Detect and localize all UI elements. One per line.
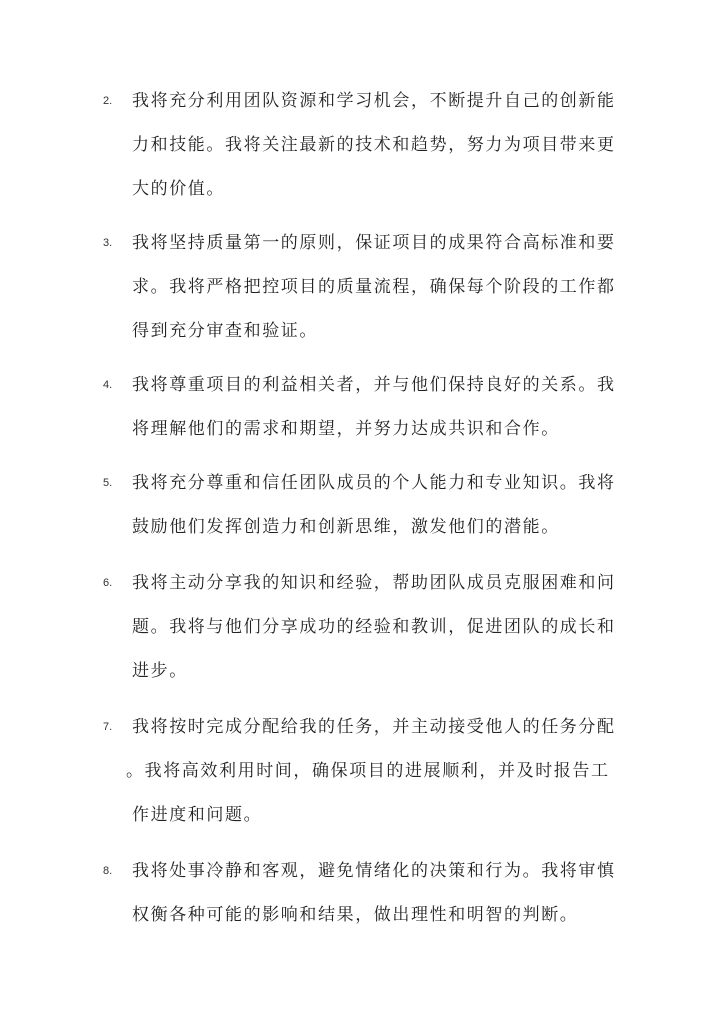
paragraph-line: 权衡各种可能的影响和结果，做出理性和明智的判断。 <box>132 905 579 925</box>
paragraph-line: 求。我将严格把控项目的质量流程，确保每个阶段的工作都 <box>132 277 616 297</box>
paragraph-line: 我将按时完成分配给我的任务，并主动接受他人的任务分配 <box>132 717 616 737</box>
paragraph-line: 进步。 <box>132 661 188 681</box>
paragraph-line: 我将坚持质量第一的原则，保证项目的成果符合高标准和要 <box>132 233 616 253</box>
list-number: 5. <box>103 477 113 489</box>
paragraph-line: 得到充分审查和验证。 <box>132 321 318 341</box>
list-number: 8. <box>103 865 113 877</box>
paragraph-line: 我将主动分享我的知识和经验，帮助团队成员克服困难和问 <box>132 573 616 593</box>
paragraph-line: 将理解他们的需求和期望，并努力达成共识和合作。 <box>132 419 560 439</box>
paragraph-line: 题。我将与他们分享成功的经验和教训，促进团队的成长和 <box>132 617 616 637</box>
paragraph-line: 我将处事冷静和客观，避免情绪化的决策和行为。我将审慎 <box>132 861 616 881</box>
paragraph-line: 我将尊重项目的利益相关者，并与他们保持良好的关系。我 <box>132 375 616 395</box>
paragraph-line: 我将充分尊重和信任团队成员的个人能力和专业知识。我将 <box>132 473 616 493</box>
list-number: 3. <box>103 237 113 249</box>
paragraph-line: 力和技能。我将关注最新的技术和趋势，努力为项目带来更 <box>132 135 616 155</box>
list-number: 6. <box>103 577 113 589</box>
list-number: 7. <box>103 721 113 733</box>
paragraph-line: 鼓励他们发挥创造力和创新思维，激发他们的潜能。 <box>132 517 560 537</box>
paragraph-line: 作进度和问题。 <box>132 805 263 825</box>
paragraph-line: 我将充分利用团队资源和学习机会，不断提升自己的创新能 <box>132 91 616 111</box>
paragraph-line: 大的价值。 <box>132 179 225 199</box>
paragraph-line: 。我将高效利用时间，确保项目的进展顺利，并及时报告工 <box>126 761 610 781</box>
list-number: 2. <box>103 95 113 107</box>
list-number: 4. <box>103 379 113 391</box>
